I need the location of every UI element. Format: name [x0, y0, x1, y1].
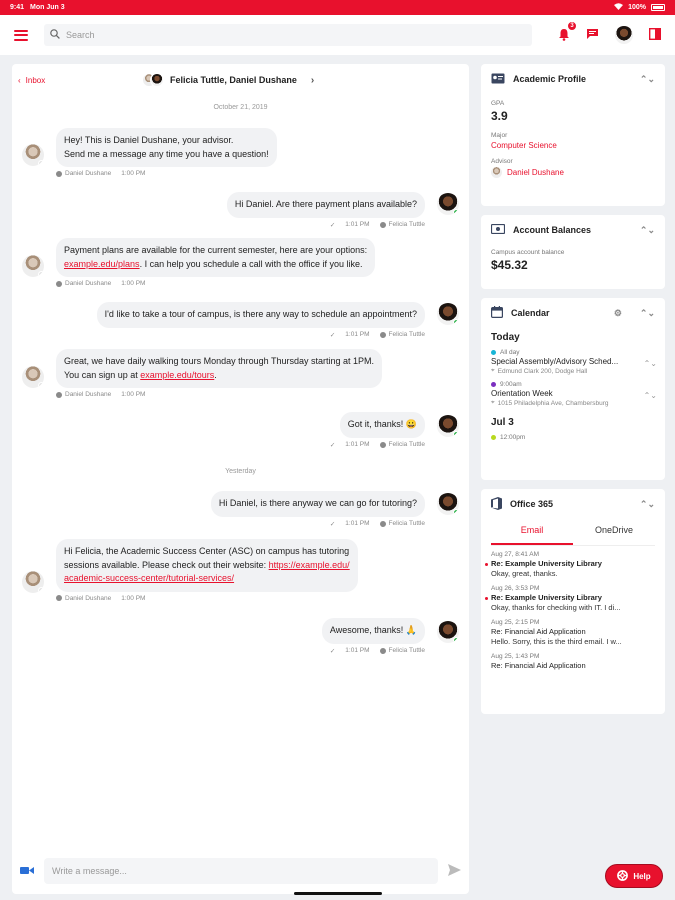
message-sender: Felicia Tuttle: [388, 331, 425, 338]
event-color-dot: [491, 350, 496, 355]
top-bar: [0, 15, 675, 55]
message-time: 1:01 PM: [345, 221, 370, 228]
chat-title[interactable]: [142, 73, 314, 87]
calendar-day-label: Today: [491, 332, 520, 343]
search-input[interactable]: [66, 30, 506, 40]
event-location: 1015 Philadelphia Ave, Chambersburg: [497, 399, 609, 407]
message-meta: [56, 595, 358, 602]
field-label: Major: [491, 132, 508, 139]
message-meta: [227, 221, 425, 229]
email-item[interactable]: [481, 580, 665, 614]
avatar: [22, 571, 44, 593]
chevron-updown-icon: ⌃⌄: [643, 391, 657, 400]
read-receipt-icon: ✓: [329, 647, 336, 655]
message-bubble: [56, 238, 375, 277]
email-subject: Re: Financial Aid Application: [491, 627, 586, 636]
email-date: Aug 25, 1:43 PM: [491, 653, 540, 660]
message-text: You can sign up at: [64, 369, 141, 380]
account-balances-card: [481, 215, 665, 289]
message-text: . I can help you schedule a call with the office if you like.: [139, 258, 363, 269]
message-bubble: Hi Daniel. Are there payment plans available?: [227, 192, 425, 218]
card-header: [481, 298, 665, 328]
read-receipt-icon: ✓: [329, 331, 336, 339]
message-bubble: Awesome, thanks! 🙏: [322, 618, 425, 644]
avatar: [150, 73, 164, 87]
email-date: Aug 26, 3:53 PM: [491, 585, 540, 592]
message-sender: Felicia Tuttle: [388, 647, 425, 654]
user-icon: [380, 332, 386, 338]
profile-button[interactable]: [615, 26, 633, 44]
message-time: 1:00 PM: [121, 280, 146, 287]
email-subject: Re: Example University Library: [491, 593, 602, 602]
gpa-value: 3.9: [491, 109, 508, 123]
date-divider: Yesterday: [225, 468, 256, 475]
message-sender: Daniel Dushane: [65, 391, 112, 398]
message-time: 1:00 PM: [121, 594, 146, 602]
conversation-title: Felicia Tuttle, Daniel Dushane: [170, 75, 297, 85]
chevron-left-icon: ‹: [18, 75, 21, 85]
event-time: 12:00pm: [500, 434, 526, 441]
unread-indicator: [485, 563, 488, 566]
message-text: sessions available. Please check out their website:: [64, 559, 269, 570]
list-item: [227, 192, 425, 229]
message-link[interactable]: academic-success-center/tutorial-services/: [64, 573, 235, 583]
user-icon: [56, 392, 62, 398]
message-meta: [211, 520, 425, 528]
chat-icon: [586, 28, 599, 42]
user-icon: [56, 595, 62, 601]
back-label: Inbox: [25, 75, 46, 85]
avatar: [22, 255, 44, 277]
message-sender: Daniel Dushane: [65, 594, 112, 602]
event-color-dot: [491, 382, 496, 387]
message-sender: Daniel Dushane: [65, 280, 112, 287]
help-button[interactable]: [605, 864, 663, 888]
major-link[interactable]: Computer Science: [491, 141, 557, 150]
card-title: Office 365: [510, 499, 554, 509]
money-icon: [491, 224, 505, 236]
calendar-event[interactable]: [481, 347, 665, 377]
message-bubble: Got it, thanks! 😀: [340, 412, 425, 438]
message-bubble: I'd like to take a tour of campus, is there any way to schedule an appointment?: [97, 302, 425, 328]
status-date: Mon Jun 3: [30, 4, 65, 11]
message-time: 1:01 PM: [345, 331, 370, 338]
office-tabs: [491, 519, 655, 546]
event-title: Special Assembly/Advisory Sched...: [491, 357, 619, 366]
back-to-inbox-link[interactable]: [18, 76, 45, 85]
event-time: All day: [500, 349, 520, 356]
avatar: [437, 621, 459, 643]
message-meta: [322, 647, 425, 655]
message-text: Hey! This is Daniel Dushane, your advisor.: [64, 135, 234, 145]
email-item[interactable]: [481, 614, 665, 648]
message-composer: [20, 858, 461, 884]
participant-avatars: [142, 73, 164, 87]
list-item: [56, 238, 375, 287]
message-bubble: Hi Daniel, is there anyway we can go for tutoring?: [211, 491, 425, 517]
card-title: Account Balances: [513, 225, 592, 235]
search-bar[interactable]: [44, 24, 532, 46]
chevron-updown-icon: ⌃⌄: [643, 359, 657, 368]
message-text: Send me a message any time you have a question!: [64, 148, 269, 159]
lifebuoy-icon: [617, 870, 628, 883]
email-date: Aug 25, 2:15 PM: [491, 619, 540, 626]
status-time: 9:41: [10, 4, 25, 11]
avatar: [437, 493, 459, 515]
chat-header: [12, 64, 469, 96]
event-time: 9:00am: [500, 381, 522, 388]
event-location: Edmund Clark 200, Dodge Hall: [497, 367, 588, 375]
advisor-name: Daniel Dushane: [507, 168, 564, 177]
list-item: [211, 491, 425, 528]
avatar: [437, 303, 459, 325]
sidebar-icon: [649, 28, 661, 42]
message-link[interactable]: example.edu/plans: [64, 258, 140, 269]
send-icon[interactable]: [448, 864, 461, 878]
email-preview: Hello. Sorry, this is the third email. I w...: [491, 637, 622, 646]
message-meta: [97, 331, 425, 339]
chevron-right-icon: ›: [310, 74, 315, 86]
message-meta: [330, 441, 425, 449]
notifications-button[interactable]: [558, 22, 574, 43]
list-item: [56, 539, 358, 602]
location-pin-icon: ⌖: [491, 399, 495, 406]
event-color-dot: [491, 435, 496, 440]
user-icon: [380, 648, 386, 654]
chat-panel: [12, 64, 469, 894]
email-preview: Okay, thanks for checking with IT. I di...: [491, 603, 621, 612]
calendar-event[interactable]: [481, 379, 665, 409]
message-time: 1:01 PM: [345, 520, 370, 527]
help-label: Help: [633, 871, 651, 881]
gear-icon[interactable]: ⚙: [613, 307, 622, 318]
email-subject: Re: Example University Library: [491, 559, 602, 568]
email-item[interactable]: [481, 546, 665, 580]
user-icon: [380, 521, 386, 527]
message-link[interactable]: example.edu/tours: [140, 369, 215, 380]
messages-button[interactable]: [586, 28, 599, 42]
message-link[interactable]: https://example.edu/: [268, 559, 350, 570]
location-pin-icon: ⌖: [491, 367, 495, 374]
list-item: [56, 349, 382, 398]
message-time: 1:01 PM: [345, 647, 370, 654]
card-header: [481, 489, 665, 519]
wifi-icon: [614, 3, 623, 12]
user-icon: [380, 442, 386, 448]
message-input[interactable]: [44, 858, 438, 884]
list-item: [56, 128, 277, 177]
message-time: 1:00 PM: [121, 391, 146, 398]
user-icon: [56, 281, 62, 287]
avatar: [22, 144, 44, 166]
expand-icon[interactable]: ⌃⌄: [639, 498, 655, 509]
battery-percent: 100%: [628, 4, 646, 11]
office-icon: [491, 497, 502, 512]
event-title: Orientation Week: [491, 389, 553, 398]
calendar-icon: [491, 306, 503, 320]
battery-icon: [651, 4, 665, 11]
academic-profile-card: [481, 64, 665, 206]
menu-icon[interactable]: [14, 30, 28, 41]
list-item: [322, 618, 425, 655]
calendar-day-label: Jul 3: [491, 417, 514, 428]
search-icon: [50, 29, 60, 41]
message-bubble: [56, 539, 358, 592]
avatar: [491, 167, 502, 178]
list-item: [97, 302, 425, 339]
panel-toggle-button[interactable]: [649, 28, 661, 42]
card-title: Calendar: [511, 308, 550, 318]
message-text: Great, we have daily walking tours Monday through Thursday starting at 1PM.: [64, 356, 374, 366]
read-receipt-icon: ✓: [329, 221, 336, 229]
notification-badge: 3: [567, 21, 577, 31]
email-preview: Okay, great, thanks.: [491, 569, 558, 578]
read-receipt-icon: ✓: [329, 441, 336, 449]
message-text: Payment plans are available for the current semester, here are your options:: [64, 245, 368, 255]
expand-icon[interactable]: ⌃⌄: [639, 307, 655, 318]
expand-icon[interactable]: ⌃⌄: [639, 73, 655, 84]
message-bubble: [56, 349, 382, 388]
calendar-card: [481, 298, 665, 480]
message-sender: Felicia Tuttle: [388, 441, 425, 448]
message-sender: Felicia Tuttle: [388, 520, 425, 527]
message-bubble: [56, 128, 277, 167]
message-meta: [56, 170, 277, 177]
card-header: [481, 215, 665, 245]
tab-onedrive[interactable]: OneDrive: [594, 525, 633, 535]
message-sender: Daniel Dushane: [65, 170, 112, 177]
status-bar: [0, 0, 675, 15]
advisor-link[interactable]: [481, 165, 665, 178]
message-meta: [56, 391, 382, 398]
card-header: [481, 64, 665, 94]
email-subject: Re: Financial Aid Application: [491, 661, 586, 670]
message-sender: Felicia Tuttle: [388, 221, 425, 228]
read-receipt-icon: ✓: [329, 520, 336, 528]
avatar: [437, 415, 459, 437]
message-time: 1:00 PM: [121, 170, 146, 177]
office365-card: [481, 489, 665, 714]
message-text: .: [214, 369, 217, 380]
calendar-event[interactable]: [481, 432, 665, 443]
card-title: Academic Profile: [513, 74, 587, 84]
expand-icon[interactable]: ⌃⌄: [639, 224, 655, 235]
user-avatar: [615, 26, 633, 44]
user-icon: [56, 171, 62, 177]
field-label: Campus account balance: [491, 249, 565, 256]
home-indicator: [294, 892, 382, 895]
message-time: 1:01 PM: [345, 441, 370, 448]
date-divider: October 21, 2019: [213, 104, 268, 111]
avatar: [22, 366, 44, 388]
field-label: GPA: [491, 100, 505, 107]
field-label: Advisor: [491, 158, 513, 165]
message-meta: [56, 280, 375, 287]
email-date: Aug 27, 8:41 AM: [491, 551, 540, 558]
avatar: [437, 193, 459, 215]
unread-indicator: [485, 597, 488, 600]
list-item: [330, 412, 425, 449]
id-card-icon: [491, 73, 505, 86]
balance-value: $45.32: [491, 258, 528, 272]
video-icon[interactable]: [20, 866, 34, 877]
tab-email[interactable]: Email: [491, 519, 573, 545]
message-text: Hi Felicia, the Academic Success Center (ASC) on campus has tutoring: [64, 546, 350, 556]
email-item[interactable]: [481, 648, 665, 672]
user-icon: [380, 222, 386, 228]
